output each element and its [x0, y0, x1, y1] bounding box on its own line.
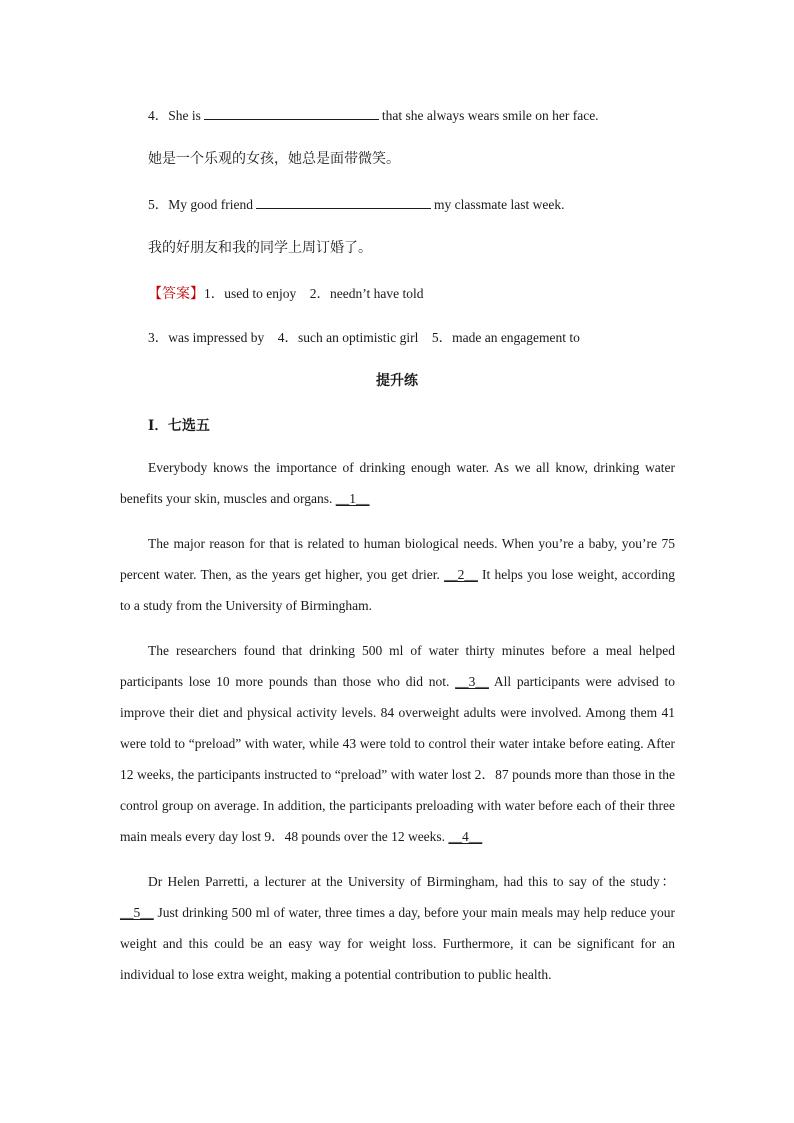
section-subtitle — [148, 414, 210, 435]
question-text: She is — [168, 108, 201, 123]
translation-4: 她是一个乐观的女孩，她总是面带微笑。 — [148, 151, 400, 167]
passage-paragraph-1 — [120, 452, 675, 514]
question-5 — [148, 193, 564, 213]
paragraph-text: It helps you lose weight, according to a study from the University of Birmingham. — [120, 567, 675, 613]
section-title: 提升练 — [376, 373, 418, 389]
passage-paragraph-4 — [120, 866, 675, 990]
blank-2: __2__ — [444, 567, 478, 582]
question-text: that she always wears smile on her face. — [381, 108, 599, 123]
blank-5: __5__ — [120, 905, 154, 920]
blank-4: __4__ — [448, 829, 483, 844]
question-text: My good friend — [168, 197, 253, 212]
passage-paragraph-2 — [120, 528, 675, 621]
question-4 — [148, 104, 599, 124]
blank-3: __3__ — [455, 674, 489, 689]
answer-blank — [256, 196, 431, 209]
subtitle-text: 七选五 — [167, 418, 210, 434]
question-number: 4． — [148, 108, 169, 123]
subtitle-number: Ⅰ． — [148, 418, 168, 433]
answer-text: 1．used to enjoy 2．needn’t have told — [204, 286, 424, 301]
question-text: my classmate last week. — [434, 197, 565, 212]
answer-blank — [204, 107, 379, 120]
paragraph-text: The major reason for that is related to human biological needs. When you’re a baby, you’re 75 percent water. Then, as the years get higher, you get drier. — [120, 536, 675, 582]
paragraph-text: Everybody knows the importance of drinking enough water. As we all know, drinking water benefits your skin, muscles and organs. — [120, 460, 675, 506]
answer-line-1 — [148, 282, 423, 303]
blank-1: __1__ — [335, 491, 370, 506]
translation-5: 我的好朋友和我的同学上周订婚了。 — [148, 240, 372, 256]
paragraph-text: All participants were advised to improve their diet and physical activity levels. 84 overweight adults were involved. Among them 41 were told to “preload” with water, while 43 were told to control their water intake before eating. After 12 weeks, the participants instructed to “preload” with water lost 2．87 pounds more than those in the control group on average. In addition, the participants preloading with water before each of their three main meals every day lost 9．48 pounds over the 12 weeks. — [120, 674, 675, 844]
paragraph-text: Just drinking 500 ml of water, three times a day, before your main meals may help reduce your weight and this could be an easy way for weight loss. Furthermore, it can be significant for an individual to lose extra weight, making a potential contribution to public health. — [120, 905, 676, 982]
paragraph-text: Dr Helen Parretti, a lecturer at the University of Birmingham, had this to say of the study： — [148, 874, 675, 889]
answer-tag: 【答案】 — [148, 286, 204, 302]
passage-paragraph-3 — [120, 635, 675, 852]
answer-line-2: 3．was impressed by 4．such an optimistic girl 5．made an engagement to — [148, 330, 580, 345]
question-number: 5． — [148, 197, 169, 212]
paragraph-text: The researchers found that drinking 500 ml of water thirty minutes before a meal helped participants lose 10 more pounds than those who did not. — [120, 643, 675, 689]
